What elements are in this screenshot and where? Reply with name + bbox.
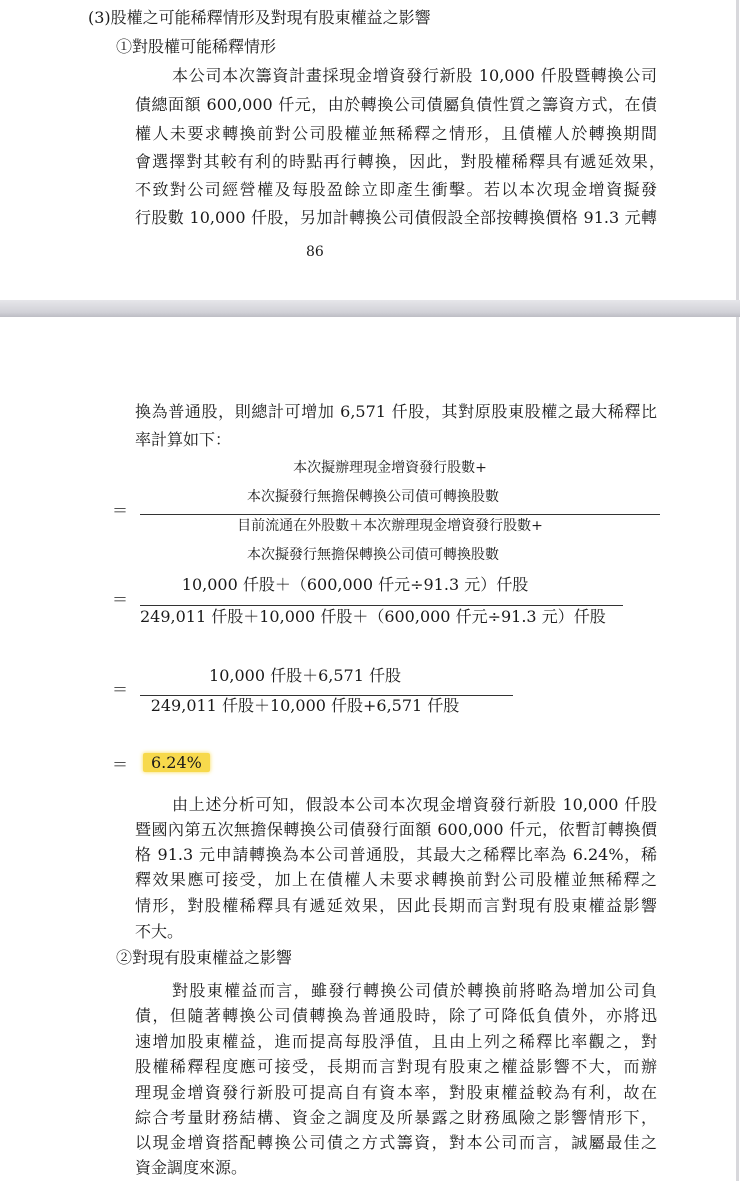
- conclusion-line: 情形，對股權稀釋具有遞延效果，因此長期而言對現有股東權益影響: [135, 896, 657, 915]
- conclusion-line: 由上述分析可知，假設本公司本次現金增資發行新股 10,000 仟股: [172, 795, 657, 814]
- page-86: [0, 0, 739, 300]
- intro-line: 換為普通股，則總計可增加 6,571 仟股，其對原股東股權之最大稀釋比: [135, 402, 657, 421]
- formula1-denominator-line: 目前流通在外股數＋本次辦理現金增資發行股數+: [237, 518, 543, 534]
- impact-line: 理現金增資發行新股可提高自有資本率，對股東權益較為有利，故在: [135, 1083, 657, 1102]
- equals-sign: ＝: [112, 755, 129, 774]
- paragraph-line: 行股數 10,000 仟股，另加計轉換公司債假設全部按轉換價格 91.3 元轉: [135, 208, 657, 227]
- formula1-denominator-line: 本次擬發行無擔保轉換公司債可轉換股數: [247, 547, 499, 563]
- fraction-bar: [140, 514, 660, 515]
- equals-sign: ＝: [112, 680, 129, 699]
- formula1-numerator-line: 本次擬發行無擔保轉換公司債可轉換股數: [247, 489, 499, 505]
- formula2-numerator: 10,000 仟股＋（600,000 仟元÷91.3 元）仟股: [181, 575, 529, 594]
- formula3-denominator: 249,011 仟股＋10,000 仟股+6,571 仟股: [150, 696, 460, 715]
- formula3-numerator: 10,000 仟股＋6,571 仟股: [209, 666, 401, 685]
- paragraph-line: 不致對公司經營權及每股盈餘立即產生衝擊。若以本次現金增資擬發: [135, 180, 657, 199]
- conclusion-line: 不大。: [135, 922, 184, 941]
- impact-line: 股權稀釋程度應可接受，長期而言對現有股東之權益影響不大，而辦: [135, 1057, 657, 1076]
- conclusion-line: 格 91.3 元申請轉換為本公司普通股，其最大之稀釋比率為 6.24%，稀: [135, 845, 657, 864]
- paragraph-line: 本公司本次籌資計畫採現金增資發行新股 10,000 仟股暨轉換公司: [172, 66, 657, 85]
- impact-line: 對股東權益而言，雖發行轉換公司債於轉換前將略為增加公司負: [172, 981, 657, 1000]
- paragraph-line: 權人未要求轉換前對公司股權並無稀釋之情形，且債權人於轉換期間: [135, 124, 657, 143]
- formula1-numerator-line: 本次擬辦理現金增資發行股數+: [293, 460, 487, 476]
- conclusion-line: 暨國內第五次無擔保轉換公司債發行面額 600,000 仟元，依暫訂轉換價: [135, 820, 657, 839]
- equals-sign: ＝: [112, 501, 129, 520]
- sub-heading-dilution: ①對股權可能稀釋情形: [116, 37, 277, 56]
- sub-heading-shareholder-impact: ②對現有股東權益之影響: [116, 948, 293, 967]
- impact-line: 速增加股東權益，進而提高每股淨值，且由上列之稀釋比率觀之，對: [135, 1032, 657, 1051]
- highlighted-result: 6.24%: [143, 753, 210, 772]
- fraction-bar: [140, 605, 623, 606]
- impact-line: 以現金增資搭配轉換公司債之方式籌資，對本公司而言，誠屬最佳之: [135, 1133, 657, 1152]
- impact-line: 債，但隨著轉換公司債轉換為普通股時，除了可降低負債外，亦將迅: [135, 1006, 657, 1025]
- dilution-result: [143, 753, 210, 773]
- conclusion-line: 釋效果應可接受，加上在債權人未要求轉換前對公司股權並無稀釋之: [135, 870, 657, 889]
- equals-sign: ＝: [112, 590, 129, 609]
- impact-line: 綜合考量財務結構、資金之調度及所暴露之財務風險之影響情形下，: [135, 1108, 657, 1127]
- paragraph-line: 債總面額 600,000 仟元，由於轉換公司債屬負債性質之籌資方式，在債: [135, 95, 657, 114]
- intro-line: 率計算如下：: [135, 430, 232, 449]
- paragraph-line: 會選擇對其較有利的時點再行轉換，因此，對股權稀釋具有遞延效果，: [135, 152, 665, 171]
- page-number: 86: [306, 244, 324, 260]
- impact-line: 資金調度來源。: [135, 1158, 248, 1177]
- formula2-denominator: 249,011 仟股＋10,000 仟股＋（600,000 仟元÷91.3 元）仟股: [140, 607, 606, 626]
- section-heading: (3)股權之可能稀釋情形及對現有股東權益之影響: [88, 8, 431, 27]
- page-separator: [0, 300, 740, 317]
